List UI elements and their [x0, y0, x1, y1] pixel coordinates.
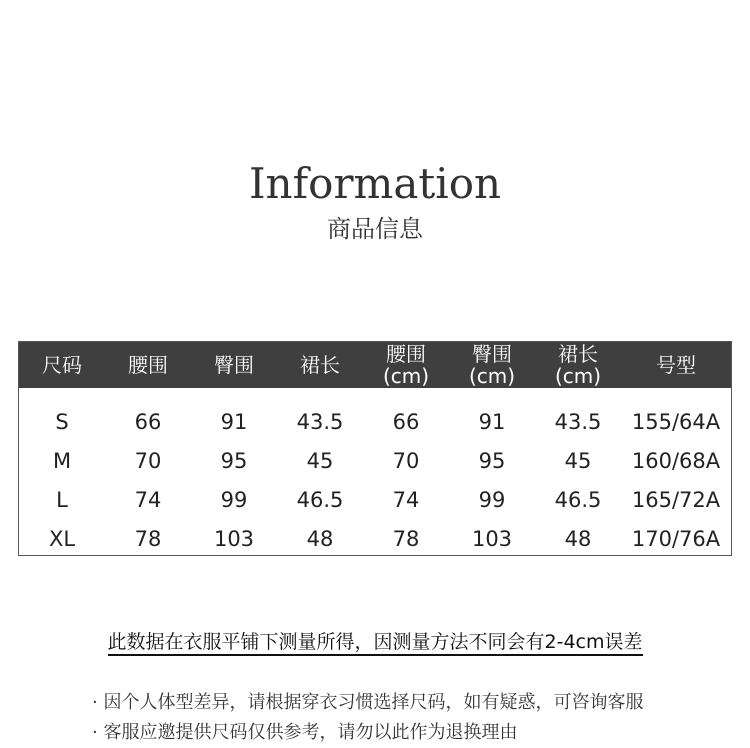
cell-waist: 70 [134, 448, 162, 473]
cell-skirt-length-cm: 46.5 [554, 487, 602, 512]
cell-hip: 103 [213, 526, 255, 551]
header-hip-cm: 臀围 (cm) [468, 342, 516, 388]
cell-size: L [56, 487, 68, 512]
table-row [19, 519, 731, 558]
cell-hip: 99 [220, 487, 248, 512]
cell-waist: 78 [134, 526, 162, 551]
list-item: · 因个人体型差异，请根据穿衣习惯选择尺码，如有疑惑，可咨询客服 [92, 692, 644, 713]
cell-waist-cm: 70 [392, 448, 420, 473]
size-table [18, 341, 732, 556]
table-row [19, 402, 731, 441]
page-subtitle: 商品信息 [327, 215, 423, 243]
cell-hip: 91 [220, 409, 248, 434]
cell-model-size: 165/72A [631, 487, 721, 512]
cell-model-size: 160/68A [631, 448, 721, 473]
cell-hip-cm: 99 [478, 487, 506, 512]
table-row [19, 441, 731, 480]
cell-size: S [55, 409, 69, 434]
table-row [19, 480, 731, 519]
cell-skirt-length-cm: 45 [564, 448, 592, 473]
cell-waist: 74 [134, 487, 162, 512]
header-skirt-length: 裙长 [300, 353, 340, 377]
header-hip: 臀围 [214, 353, 254, 377]
cell-hip-cm: 91 [478, 409, 506, 434]
table-header [19, 342, 731, 388]
cell-size: XL [48, 526, 76, 551]
cell-waist-cm: 66 [392, 409, 420, 434]
cell-hip-cm: 95 [478, 448, 506, 473]
header-skirt-length-cm: 裙长 (cm) [554, 342, 602, 388]
cell-skirt-length: 45 [306, 448, 334, 473]
cell-hip: 95 [220, 448, 248, 473]
measurement-note-text: 此数据在衣服平铺下测量所得，因测量方法不同会有2-4cm误差 [108, 631, 643, 656]
cell-skirt-length: 43.5 [296, 409, 344, 434]
page-title: Information [248, 159, 502, 208]
header-model-size: 号型 [656, 353, 696, 377]
header-waist-cm: 腰围 (cm) [382, 342, 430, 388]
cell-waist-cm: 74 [392, 487, 420, 512]
cell-skirt-length: 46.5 [296, 487, 344, 512]
cell-hip-cm: 103 [471, 526, 513, 551]
header-waist: 腰围 [128, 353, 168, 377]
cell-skirt-length-cm: 48 [564, 526, 592, 551]
notes-list [92, 688, 732, 748]
cell-model-size: 155/64A [631, 409, 721, 434]
cell-skirt-length: 48 [306, 526, 334, 551]
cell-model-size: 170/76A [631, 526, 721, 551]
cell-waist: 66 [134, 409, 162, 434]
cell-waist-cm: 78 [392, 526, 420, 551]
cell-skirt-length-cm: 43.5 [554, 409, 602, 434]
header-size: 尺码 [42, 353, 82, 377]
list-item: · 客服应邀提供尺码仅供参考，请勿以此作为退换理由 [92, 722, 518, 743]
measurement-note [0, 628, 750, 656]
cell-size: M [52, 448, 72, 473]
